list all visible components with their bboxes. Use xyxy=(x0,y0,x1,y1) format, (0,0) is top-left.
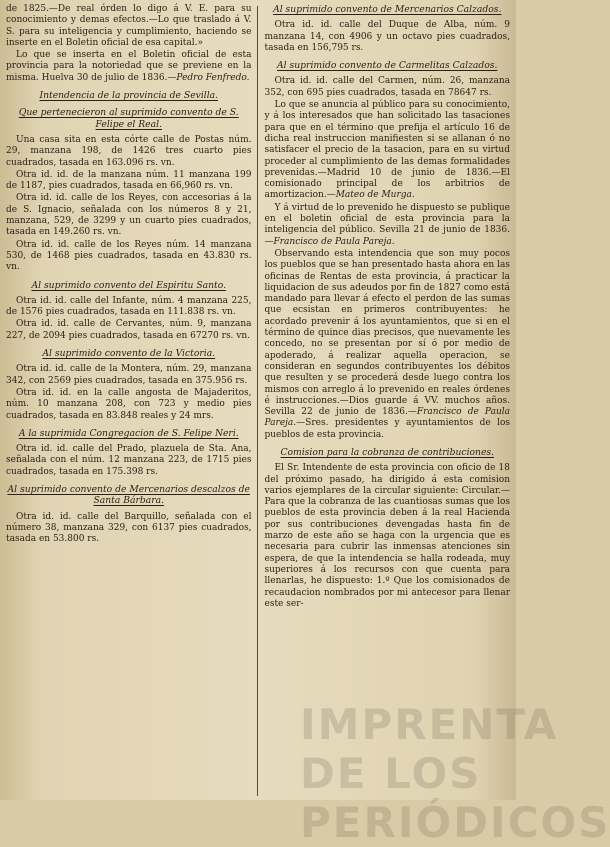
section-heading: Al suprimido convento de la Victoria. xyxy=(42,348,216,360)
paragraph-text: Lo que se anuncia al público para su conocimiento, y á los interesados que han solicitado las tasaciones para que en el término que prefija el artículo 16 de dicha real instruccion manifiesten si se allanan ó no satisfacer el precio de la tasacion, para en su virtud proceder al cumplimiento de las demas formalidades prevenidas.—Madrid 10 de junio de 1836.—El comisionado principal de los arbitrios de amortizacion.— xyxy=(264,100,510,201)
paragraph: Otra id. id. calle de Cervantes, núm. 9, manzana 227, de 2094 pies cuadrados, tasada en 67270 rs. vn. xyxy=(6,319,252,341)
paragraph xyxy=(265,249,511,441)
section-heading: Comision para la cobranza de contribuciones. xyxy=(280,446,495,458)
signature: Francisco de Paula Pareja. xyxy=(273,236,395,247)
paragraph-text: Observando esta intendencia que son muy pocos los pueblos que se han presentado hasta ahora en las oficinas de Rentas de esta provincia, á practicar la liquidacion de sus adeudos por fin de 1827 como está mandado para llevar á efecto el perdon de las sumas que ecsistan en primeros contribuyentes: he acordado prevenir á los ayuntamientos, que si en el término de quince dias precisos, que nuevamente les concedo, no se presentan por sí ó por medio de apoderado, á realizar aquella operacion, se consideran en segundos contribuyentes los débitos que resulten y se procederá desde luego contra los mismos con arreglo á lo prevenido en reales órdenes é instrucciones.—Dios guarde á VV. muchos años. Sevilla 22 de junio de 1836.— xyxy=(264,248,510,418)
left-column xyxy=(6,4,256,800)
paragraph: El Sr. Intendente de esta provincia con oficio de 18 del próximo pasado, ha dirigido á esta comision varios ejemplares de la circular siguiente: Circular.—Para que la cobranza de las cuantiosas sumas que los pueblos de esta provincia deben á la real Hacienda por sus contribuciones devengadas hasta fin de marzo de este año se haga con la urgencia que es necesaria para cubrir las inmensas atenciones sin espera, de que la intendencia se halla rodeada, muy superiores á los recursos con que cuenta para llenarlas, he dispuesto: 1.º Que los comisionados de recaudacion nombrados por mi antecesor para llenar este ser- xyxy=(264,463,510,609)
section-heading: Intendencia de la provincia de Sevilla. xyxy=(39,90,219,102)
paragraph-text: Lo que se inserta en el Boletin oficial de esta provincia para la notoriedad que se previene en la misma. Huelva 30 de julio de 1836.— xyxy=(6,50,252,83)
paragraph: Otra id. id. calle del Barquillo, señalada con el número 38, manzana 329, con 6137 pies cuadrados, tasada en 53.800 rs. xyxy=(6,511,252,545)
column-divider xyxy=(257,6,258,796)
paragraph: de 1825.—De real órden lo digo á V. E. para su conocimiento y demas efectos.—Lo que traslado á V. S. para su inteligencia y cumplimiento, haciendo se inserte en el Boletin oficial de esa capital.» xyxy=(6,4,252,48)
paragraph: Otra id. id. calle del Infante, núm. 4 manzana 225, de 1576 pies cuadrados, tasada en 111.838 rs. vn. xyxy=(6,295,252,318)
paragraph xyxy=(265,100,511,202)
paragraph: Otra id. id. calle de los Reyes núm. 14 manzana 530, de 1468 pies cuadrados, tasada en 43.830 rs. vn. xyxy=(6,239,252,273)
section-heading: Que pertenecieron al suprimido convento de S. Felipe el Real. xyxy=(18,107,239,130)
signature: Mateo de Murga. xyxy=(335,190,415,201)
section-heading: Al suprimido convento de Mercenarios Calzados. xyxy=(273,4,502,15)
paragraph: Otra id. id. calle de la Montera, núm. 29, manzana 342, con 2569 pies cuadrados, tasada en 375.956 rs. xyxy=(6,364,252,386)
section-heading: Al suprimido convento del Espiritu Santo. xyxy=(31,279,227,291)
paragraph: Otra id. id. calle del Prado, plazuela de Sta. Ana, señalada con el núm. 12 manzana 223, de 1715 pies cuadrados, tasada en 175.398 rs. xyxy=(6,444,252,477)
paragraph: Una casa sita en esta córte calle de Postas núm. 29, manzana 198, de 1426 tres cuarto pies cuadrados, tasada en 163.096 rs. vn. xyxy=(6,134,252,168)
paragraph xyxy=(265,203,511,248)
signature: Pedro Fenfredo. xyxy=(176,72,250,83)
signature: Francisco de Paula Pareja. xyxy=(264,407,510,429)
paragraph: Otra id. id. calle del Carmen, núm. 26, manzana 352, con 695 pies cuadrados, tasada en 78647 rs. xyxy=(264,76,510,98)
section-heading: Al suprimido convento de Carmelitas Calzados. xyxy=(277,60,498,72)
paragraph-text: Y á virtud de lo prevenido he dispuesto se publique en el boletin oficial de esta provincia para la inteligencia del público. Sevilla 21 de junio de 1836.— xyxy=(264,202,510,247)
library-watermark: IMPRENTA DE LOS PERIÓDICOS xyxy=(300,700,610,847)
section-heading: Al suprimido convento de Mercenarios descalzos de Santa Bárbara. xyxy=(7,483,250,507)
paragraph-text: —Sres. presidentes y ayuntamientos de los pueblos de esta provincia. xyxy=(264,418,510,440)
paragraph: Otra id. id. en la calle angosta de Majaderitos, núm. 10 manzana 208, con 723 y medio pies cuadrados, tasada en 83.848 reales y 24 mrs. xyxy=(6,387,252,421)
paragraph: Otra id. id. de la manzana núm. 11 manzana 199 de 1187, pies cuadrados, tasada en 66,960 rs. vn. xyxy=(6,169,252,192)
paragraph xyxy=(6,50,252,84)
paragraph: Otra id. id. calle del Duque de Alba, núm. 9 manzana 14, con 4906 y un octavo pies cuadrados, tasada en 156,795 rs. xyxy=(264,20,510,53)
section-heading: A la suprimida Congregacion de S. Felipe Neri. xyxy=(18,427,239,439)
paragraph: Otra id. id. calle de los Reyes, con accesorias á la de S. Ignacio, señalada con los números 8 y 21, manzana, 529, de 3299 y un cuarto pies cuadrados, tasada en 149.260 rs. vn. xyxy=(6,193,252,238)
